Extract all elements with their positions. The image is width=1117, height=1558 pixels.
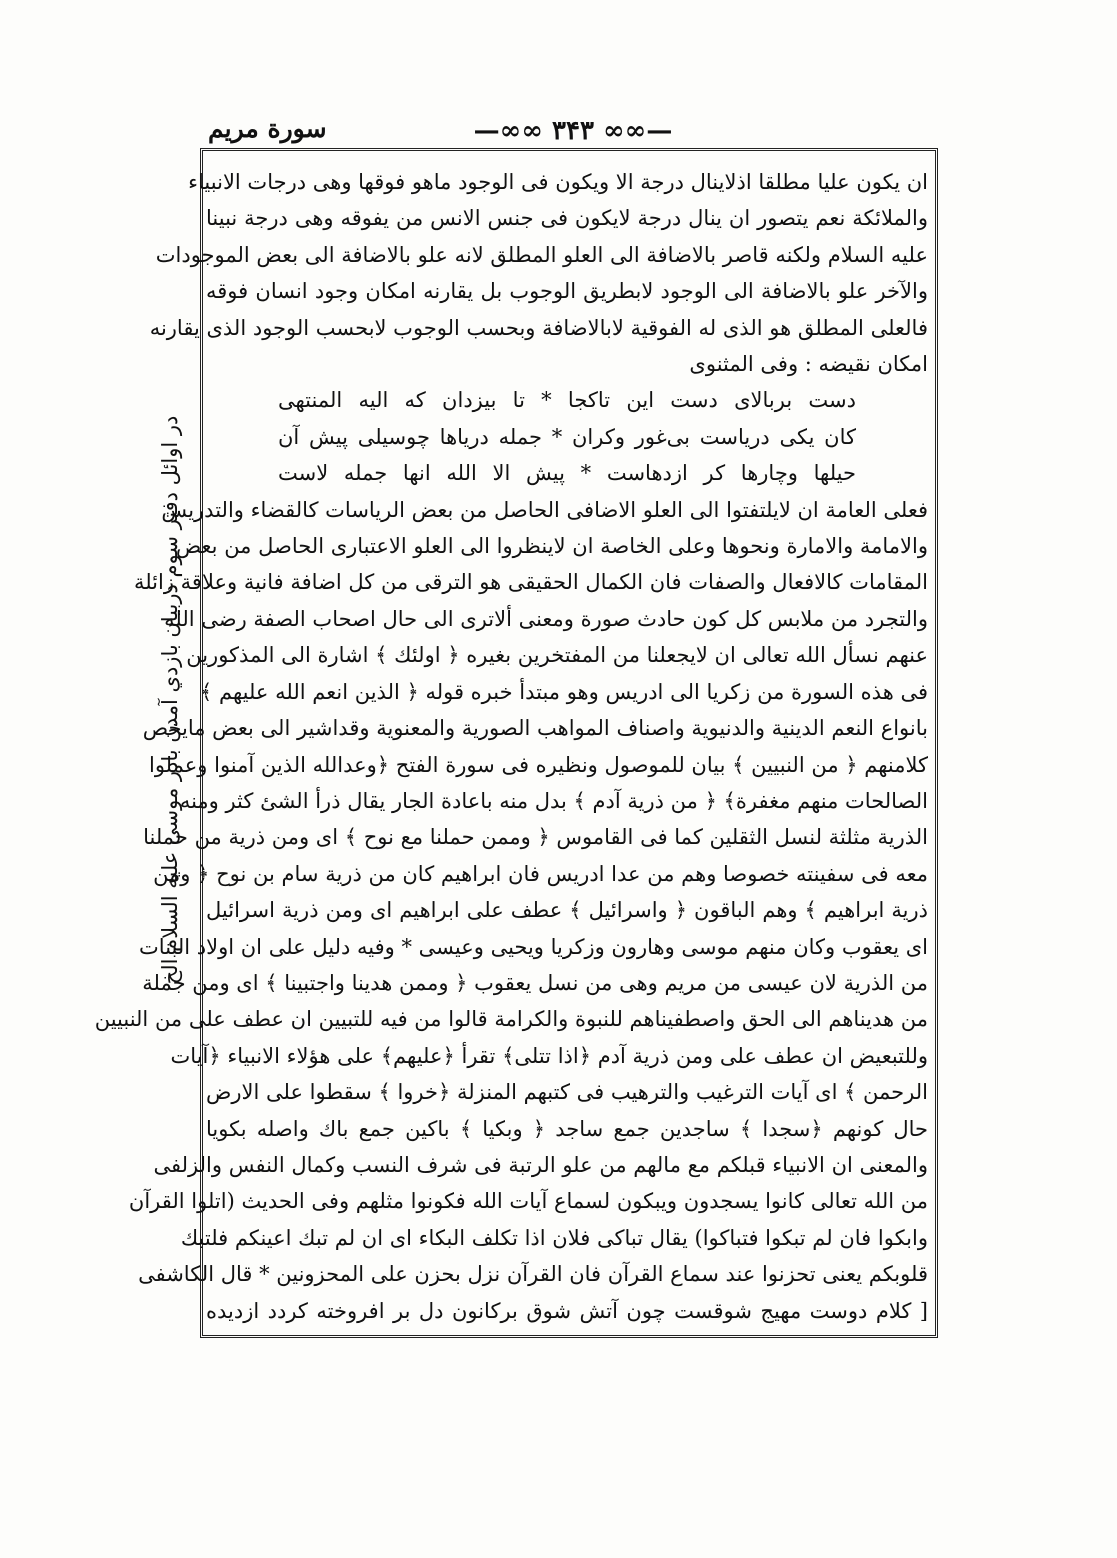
verse-line: دست بربالاى دست اين تاكجا * تا بيزدان كه اليه المنتهى bbox=[278, 388, 856, 413]
text-line: فعلى العامة ان لايلتفتوا الى العلو الاضافى الحاصل من بعض الرياسات كالقضاء والتدريس bbox=[161, 497, 928, 522]
text-line: فالعلى المطلق هو الذى له الفوقية لابالاضافة وبحسب الوجوب لابحسب الوجود الذى يقارنه bbox=[149, 315, 928, 340]
text-line: ان يكون عليا مطلقا اذلاينال درجة الا ويكون فى الوجود ماهو فوقها وهى درجات الانبياء bbox=[188, 170, 928, 194]
text-line: من هديناهم الى الحق واصطفيناهم للنبوة والكرامة قالوا من فيه للتبيين ان عطف على من النبيين bbox=[94, 1007, 928, 1032]
surah-name: سورة مريم bbox=[208, 114, 327, 143]
page-number-text: ۳۴۳ bbox=[552, 116, 594, 146]
text-line: اى يعقوب وكان منهم موسى وهارون وزكريا ويحيى وعيسى * وفيه دليل على ان اولاد البنات bbox=[139, 934, 928, 959]
text-line: الرحمن ﴾ اى آيات الترغيب والترهيب فى كتبهم المنزلة ﴿خروا ﴾ سقطوا على الارض bbox=[206, 1080, 928, 1105]
text-line: معه فى سفينته خصوصا وهم من عدا ادريس فان ابراهيم كان من ذرية سام بن نوح ﴿ ومن bbox=[153, 861, 928, 886]
text-line: الصالحات منهم مغفرة﴾ ﴿ من ذرية آدم ﴾ بدل منه باعادة الجار يقال ذرأ الشئ كثر ومنه bbox=[179, 788, 928, 813]
ornament-right: ∞∞— bbox=[603, 116, 673, 146]
text-line: [ كلام دوست مهيج شوقست چون آتش شوق بركانون دل بر افروخته كردد ازديده bbox=[206, 1298, 928, 1323]
text-line: عنهم نسأل الله تعالى ان لايجعلنا من المفتخرين بغيره ﴿ اولئك ﴾ اشارة الى المذكورين bbox=[186, 643, 928, 668]
text-line: ذرية ابراهيم ﴾ وهم الباقون ﴿ واسرائيل ﴾ عطف على ابراهيم اى ومن ذرية اسرائيل bbox=[206, 898, 928, 923]
text-line: الذرية مثلثة لنسل الثقلين كما فى القاموس ﴿ وممن حملنا مع نوح ﴾ اى ومن ذرية من حملنا bbox=[143, 825, 928, 850]
text-line: عليه السلام ولكنه قاصر بالاضافة الى العلو المطلق لانه علو بالاضافة الى بعض الموجودات bbox=[155, 242, 928, 267]
text-line: قلوبكم يعنى تحزنوا عند سماع القرآن فان القرآن نزل بحزن على المحزونين * قال الكاشفى bbox=[138, 1262, 928, 1287]
text-line-short: امكان نقيضه : وفى المثنوى bbox=[689, 352, 928, 377]
text-line: والمعنى ان الانبياء قبلكم مع مالهم من علو الرتبة فى شرف النسب وكمال النفس والزلفى bbox=[153, 1152, 928, 1177]
text-line: والتجرد من ملابس كل كون حادث صورة ومعنى ألاترى الى حال اصحاب الصفة رضى الله bbox=[164, 606, 928, 631]
margin-note-text: در اوائل دفتر سوم دربيان بازدي آمدن بادر موسى عليه السلام الخ bbox=[158, 415, 182, 985]
text-line: المقامات كالافعال والصفات فان الكمال الحقيقى هو الترقى من كل اضافة فانية وعلاقة زائلة bbox=[133, 570, 928, 595]
text-line: حال كونهم ﴿سجدا ﴾ ساجدين جمع ساجد ﴿ وبكيا ﴾ باكين جمع باك واصله بكويا bbox=[206, 1116, 928, 1141]
verse-line: كان يكى درياست بى‌غور وكران * جمله درياها چوسيلى پيش آن bbox=[278, 424, 856, 449]
text-line: بانواع النعم الدينية والدنيوية واصناف المواهب الصورية والمعنوية وقداشير الى بعض مايخص bbox=[142, 716, 928, 741]
ornament-left: —∞∞ bbox=[473, 116, 543, 146]
text-line: والملائكة نعم يتصور ان ينال درجة لايكون فى جنس الانس من يفوقه وهى درجة نبينا bbox=[206, 206, 928, 231]
text-line: من الله تعالى كانوا يسجدون ويبكون لسماع آيات الله فكونوا مثلهم وفى الحديث (اتلوا القرآن bbox=[128, 1189, 928, 1214]
text-line: والامامة والامارة ونحوها وعلى الخاصة ان لاينظروا الى العلو الاعتبارى الحاصل من بعض bbox=[175, 534, 928, 559]
page-header bbox=[204, 112, 942, 152]
text-line: وللتبعيض ان عطف على ومن ذرية آدم ﴿اذا تتلى﴾ تقرأ ﴿عليهم﴾ على هؤلاء الانبياء ﴿آيات bbox=[170, 1043, 928, 1068]
text-line: من الذرية لان عيسى من مريم وهى من نسل يعقوب ﴿ وممن هدينا واجتبينا ﴾ اى ومن جملة bbox=[142, 970, 928, 995]
verse-line: حيلها وچارها كر ازدهاست * پيش الا الله انها جمله لاست bbox=[278, 461, 856, 486]
text-line: وابكوا فان لم تبكوا فتباكوا) يقال تباكى فلان اذا تكلف البكاء اى ان لم تبك اعينكم فلتبك bbox=[180, 1225, 928, 1250]
text-line: والآخر علو بالاضافة الى الوجود لابطريق الوجوب بل يقارنه امكان وجود انسان فوقه bbox=[206, 279, 928, 304]
text-line: كلامنهم ﴿ من النبيين ﴾ بيان للموصول ونظيره فى سورة الفتح ﴿وعدالله الذين آمنوا وعملوا bbox=[148, 752, 928, 777]
text-line: فى هذه السورة من زكريا الى ادريس وهو مبتدأ خبره قوله ﴿ الذين انعم الله عليهم ﴾ bbox=[200, 679, 928, 704]
